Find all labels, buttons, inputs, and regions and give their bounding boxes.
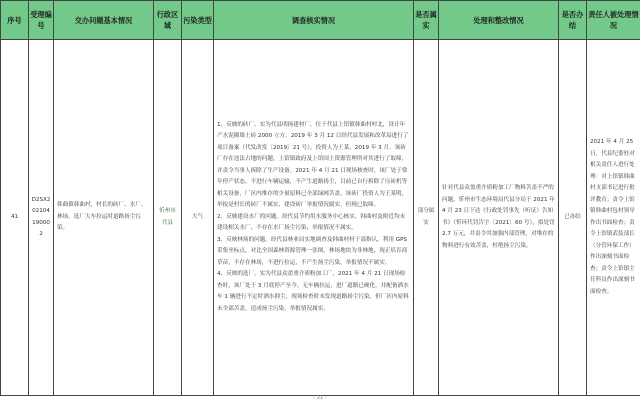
cell-handling: 针对代县众盈重介质粉加工厂物料苫盖不严的问题，忻州市生态环境局代县分局于 2021 年 4 月 23 日下达《行政处罚事先（听证）告知书》（忻环代罚告字〔2021〕60 号），拟处罚 2.7 万元，并责令其加强内部管理，对堆存的物料进行有效苫盖，杜绝扬尘污染。 [439,40,559,396]
header-is-true: 是否属实 [414,1,439,40]
header-investigation: 调查核实情况 [214,1,414,40]
page-number: - 21 - [313,395,327,401]
header-basic-info: 交办问题基本情况 [54,1,154,40]
header-handling: 处理和整改情况 [439,1,559,40]
header-is-closed: 是否办结 [559,1,587,40]
cell-investigation [214,40,414,396]
header-pollution-type: 污染类型 [182,1,214,40]
header-accountability: 责任人被处理情况 [587,1,640,40]
header-region: 行政区域 [154,1,182,40]
header-index: 序号 [1,1,29,40]
cell-pollution-type: 大气 [182,40,214,396]
investigation-item-4: 4、反映的选厂，实为代县众盈重介质粉加工厂，2021 年 4 月 21 日现场检查时，该厂处于 3 月底停产至今，无车辆拉运，进厂道路已硬化，并配备洒水车 1 辆进行不定时洒水抑尘，现场检查时未发现道路扬尘污染，但厂区内原料未全部苫盖，造成扬尘污染，举报情况属实。 [217,271,409,312]
header-row [1,1,640,40]
cell-index: 41 [1,40,29,396]
cell-case-no: D2SX202104190002 [29,40,54,396]
cell-basic-info: 韩曲镇韩曲村，村长的砖厂、水厂、林场、选厂大车拉运时道路扬尘污染。 [54,40,154,396]
table-row [1,40,640,396]
header-case-no: 受理编号 [29,1,54,40]
investigation-item-2: 2、反映建设水厂的问题。经代县节约用水服务中心核实，韩曲村及附近均未建设相关水厂，不存在水厂扬尘污染，举报情况不属实。 [217,213,406,232]
cell-is-closed: 已办结 [559,40,587,396]
investigation-item-1: 1、反映的砖厂。实为代县明扬建材厂，位于代县上馆镇韩曲村村北，设计年产水泥砌墙土砖 2000 立方。2019 年 3 月 12 日经代县发展和改革局进行了项目备案（代发改发〔2019〕21 号），投资人为王某，2019 年 3 月，该砖厂存在违法占地的问题，上馆镇政府及上馆国土资源管理所对其进行了取缔，并责令当事人拆除了生产设备。2021 年 4 月 21 日现场核查时，该厂处于常年停产状态，不进行车辆运输，不产生道路扬尘，目前已自行拆除了压砖机等相关设备，厂区内堆存的少量原料已全部绿网苫盖。该砖厂投资人为王某明，举报是村长的砖厂不属实，建设砖厂举报情况属实，但现已取缔。 [217,121,409,209]
investigation-item-3: 3、反映林场的问题。经代县林业局实地调查及韩曲村村干部指认，利用 GPS 采集坐标点，对比全国森林资源管理一张图，林场地块为非林地，现正培育商草苗，不存在林场，不进行拉运，不产生扬尘污染，举报情况不属实。 [217,236,408,266]
cell-region: 忻州市代县 [154,40,182,396]
cell-is-true: 部分属实 [414,40,439,396]
cell-accountability: 2021 年 4 月 25 日，代县纪委驻对相关责任人进行处理：对上馆镇韩曲村支部书记进行批评教育；责令上馆镇韩曲村包村领导作出书面检查；责令上馆镇武装部长（分管环保工作）作出深刻书面检查；责令上馆镇主任科员作出深刻书面检查。 [587,40,640,396]
